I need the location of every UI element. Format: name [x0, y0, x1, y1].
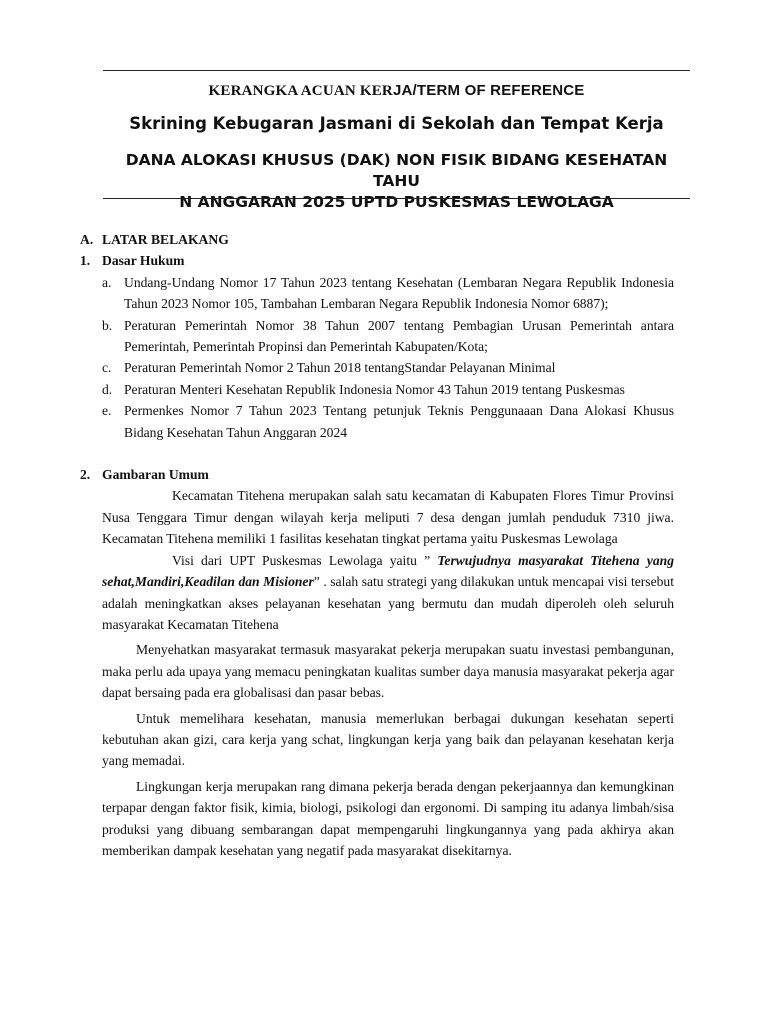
- list-item-text: Peraturan Pemerintah Nomor 38 Tahun 2007 tentang Pembagian Urusan Pemerintah antara Pemerintah, Pemerintah Propinsi dan Pemerintah Kabupaten/Kota;: [124, 317, 674, 355]
- overview-text: [102, 485, 674, 861]
- section-number: A.: [80, 232, 94, 247]
- title-sans-part: JA/TERM OF REFERENCE: [392, 82, 585, 99]
- subsection-number: 1.: [80, 253, 91, 269]
- document-title: [103, 82, 690, 100]
- list-item-text: Peraturan Menteri Kesehatan Republik Indonesia Nomor 43 Tahun 2019 tentang Puskesmas: [124, 381, 625, 397]
- list-item-text: Peraturan Pemerintah Nomor 2 Tahun 2018 tentangStandar Pelayanan Minimal: [124, 360, 556, 376]
- vision-statement: Terwujudnya masyarakat Titehena yang sehat,Mandiri,Keadilan dan Misioner: [102, 552, 674, 590]
- top-divider: [103, 70, 690, 71]
- subsection-heading-gambaran-umum: [80, 464, 674, 485]
- document-subtitle: Skrining Kebugaran Jasmani di Sekolah dan Tempat Kerja: [129, 114, 664, 133]
- paragraph: [102, 550, 674, 636]
- list-marker: c.: [102, 360, 112, 376]
- legal-basis-list: [102, 272, 674, 443]
- list-marker: d.: [102, 381, 113, 397]
- subsection-number: 2.: [80, 467, 91, 483]
- list-item: [102, 272, 674, 315]
- list-marker: e.: [102, 403, 112, 419]
- paragraph: Menyehatkan masyarakat termasuk masyarakat pekerja merupakan suatu investasi pembangunan, maka perlu ada upaya yang memacu peningkatan kualitas sumber daya manusia masyarakat pekerja agar dapat bersaing pada era globalisasi dan pasar bebas.: [102, 642, 674, 701]
- list-item-text: Permenkes Nomor 7 Tahun 2023 Tentang petunjuk Teknis Penggunaaan Dana Alokasi Khusus Bidang Kesehatan Tahun Anggaran 2024: [124, 403, 674, 440]
- section-title: LATAR BELAKANG: [102, 232, 229, 247]
- section-spacer: [80, 443, 674, 464]
- list-marker: a.: [102, 274, 112, 290]
- funding-title-line-1: DANA ALOKASI KHUSUS (DAK) NON FISIK BIDANG KESEHATAN TAHU: [125, 151, 668, 190]
- paragraph-text: Visi dari UPT Puskesmas Lewolaga yaitu ”: [172, 552, 438, 568]
- list-item: [102, 379, 674, 400]
- subsection-title: Dasar Hukum: [102, 253, 185, 269]
- bottom-divider: [103, 198, 690, 199]
- section-heading-a: [80, 229, 674, 250]
- paragraph: Lingkungan kerja merupakan rang dimana pekerja berada dengan pekerjaannya dan kemungkinan terpapar dengan faktor fisik, kimia, biologi, psikologi dan ergonomi. Di samping itu adanya limbah/sisa produksi yang dibuang sembarangan dapat mempengaruhi lingkungannya yang pada akhirya akan memberikan dampak kesehatan yang negatif pada masyarakat disekitarnya.: [102, 778, 674, 858]
- funding-title-line-2: N ANGGARAN 2025 UPTD PUSKESMAS LEWOLAGA: [179, 193, 614, 211]
- list-item: [102, 315, 674, 358]
- paragraph: Untuk memelihara kesehatan, manusia memerlukan berbagai dukungan kesehatan seperti kebutuhan akan gizi, cara kerja yang schat, lingkungan kerja yang baik dan pelayanan kesehatan kerja yang memadai.: [102, 710, 674, 769]
- subsection-title: Gambaran Umum: [102, 467, 209, 483]
- funding-title: [103, 150, 690, 213]
- list-item-text: Undang-Undang Nomor 17 Tahun 2023 tentang Kesehatan (Lembaran Negara Republik Indonesia Tahun 2023 Nomor 105, Tambahan Lembaran Negara Republik Indonesia Nomor 6887);: [124, 274, 674, 312]
- list-item: [102, 400, 674, 443]
- title-serif-part: KERANGKA ACUAN KER: [208, 83, 393, 99]
- paragraph: Kecamatan Titehena merupakan salah satu kecamatan di Kabupaten Flores Timur Provinsi Nusa Tenggara Timur dengan wilayah kerja meliputi 7 desa dengan jumlah penduduk 7310 jiwa. Kecamatan Titehena memiliki 1 fasilitas kesehatan tingkat pertama yaitu Puskesmas Lewolaga: [102, 488, 674, 547]
- list-marker: b.: [102, 317, 113, 333]
- subsection-heading-dasar-hukum: [80, 250, 674, 271]
- document-body: [80, 229, 674, 861]
- list-item: [102, 357, 674, 378]
- paragraph-text: ” . salah satu strategi yang dilakukan untuk mencapai visi tersebut adalah meningkatkan akses pelayanan kesehatan yang bermutu dan mudah diperoleh oleh seluruh masyarakat Kecamatan Titehena: [102, 574, 675, 632]
